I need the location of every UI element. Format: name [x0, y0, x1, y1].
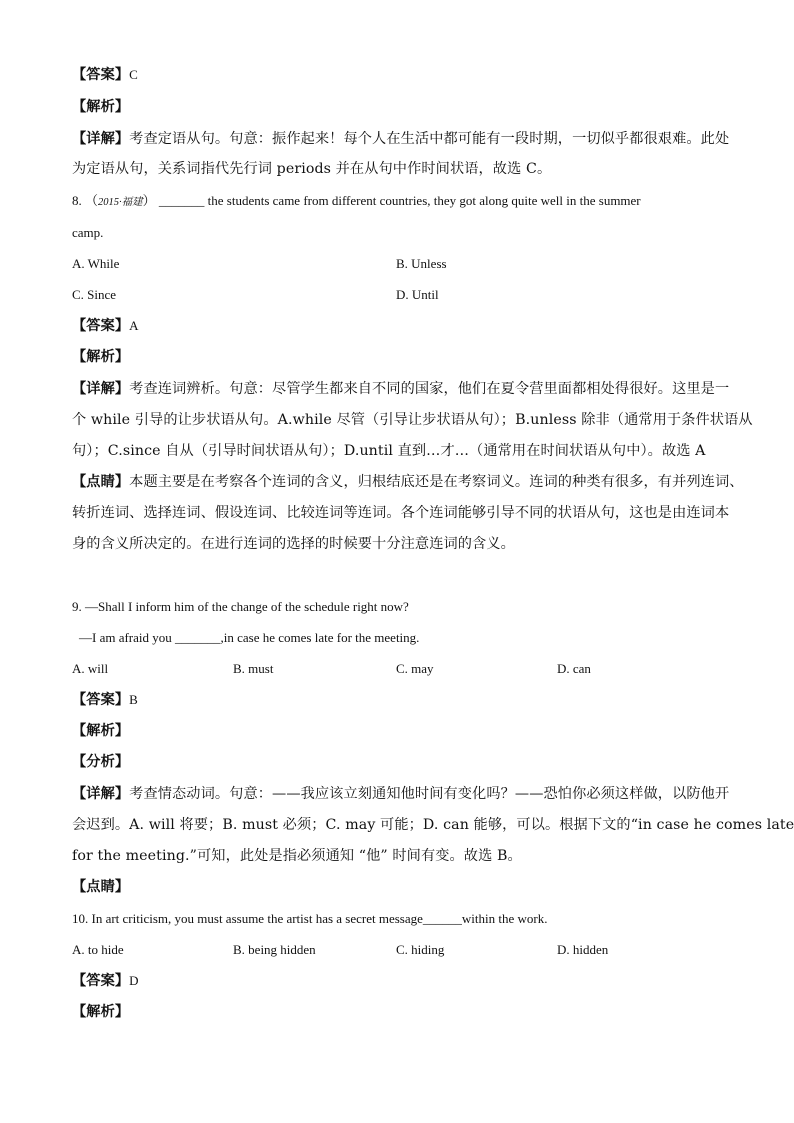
q8-option-b: B. Unless [396, 256, 447, 271]
q10-option-a: A. to hide [72, 942, 124, 957]
q8-stem-line-1 [72, 192, 641, 212]
q8-number: 8. [72, 193, 82, 208]
q8-detail-line-3: 句）；C.since 自从（引导时间状语从句）；D.until 直到…才…（通常用在时间状语从句中）。故选 A [72, 443, 706, 459]
answer-value: C [129, 67, 138, 82]
detail-tag: 【详解】 [72, 381, 130, 397]
q8-point-line-1 [72, 473, 744, 491]
q9-point-tag: 【点睛】 [72, 879, 130, 895]
q7-answer-line [72, 66, 138, 84]
q9-detail-line-2: 会迟到。A. will 将要；B. must 必须；C. may 可能；D. can 能够，可以。根据下文的“in case he comes late [72, 817, 794, 833]
q8-answer-line [72, 317, 139, 335]
q8-source-open: （ [85, 193, 99, 208]
detail-tag: 【详解】 [72, 786, 130, 802]
q10-answer-line [72, 972, 139, 990]
q9-analysis-tag: 【解析】 [72, 723, 130, 739]
point-tag: 【点睛】 [72, 474, 130, 490]
q9-option-a: A. will [72, 661, 109, 676]
q8-source: 2015·福建 [98, 197, 143, 208]
q7-analysis-tag: 【解析】 [72, 99, 130, 115]
q8-detail-line-1 [72, 380, 729, 398]
answer-tag: 【答案】 [72, 318, 130, 334]
q9-stem-line-2: —I am afraid you _______,in case he comes late for the meeting. [79, 630, 420, 645]
q8-option-c: C. Since [72, 287, 117, 302]
q9-fenxi-tag: 【分析】 [72, 754, 130, 770]
q8-stem-text: _______ the students came from different countries, they got along quite well in the summer [158, 193, 641, 208]
q7-detail-line-1 [72, 130, 729, 148]
q10-option-d: D. hidden [557, 942, 609, 957]
q9-stem-line-1: 9. —Shall I inform him of the change of the schedule right now? [72, 599, 409, 614]
answer-tag: 【答案】 [72, 67, 130, 83]
q8-analysis-tag: 【解析】 [72, 349, 130, 365]
detail-text: 考查连词辨析。句意：尽管学生都来自不同的国家，他们在夏令营里面都相处得很好。这里是一 [129, 381, 730, 397]
q8-detail-line-2: 个 while 引导的让步状语从句。A.while 尽管（引导让步状语从句）；B.unless 除非（通常用于条件状语从 [72, 412, 753, 428]
q10-analysis-tag: 【解析】 [72, 1004, 130, 1020]
q9-option-c: C. may [396, 661, 434, 676]
q10-option-b: B. being hidden [233, 942, 316, 957]
q8-source-close: ） [142, 193, 156, 208]
q10-option-c: C. hiding [396, 942, 445, 957]
answer-value: D [129, 973, 139, 988]
detail-tag: 【详解】 [72, 131, 130, 147]
q9-option-b: B. must [233, 661, 274, 676]
q8-point-line-2: 转折连词、选择连词、假设连词、比较连词等连词。各个连词能够引导不同的状语从句，这也是由连词本 [72, 505, 730, 521]
q9-detail-line-3: for the meeting.”可知，此处是指必须通知 “他” 时间有变。故选 B。 [72, 848, 522, 864]
q7-detail-line-2: 为定语从句，关系词指代先行词 periods 并在从句中作时间状语，故选 C。 [72, 161, 552, 177]
answer-value: A [129, 318, 139, 333]
q9-option-d: D. can [557, 661, 591, 676]
detail-text: 考查定语从句。句意：振作起来！每个人在生活中都可能有一段时期，一切似乎都很艰难。此处 [129, 131, 730, 147]
detail-text: 考查情态动词。句意：——我应该立刻通知他时间有变化吗？——恐怕你必须这样做，以防他开 [129, 786, 730, 802]
q8-option-d: D. Until [396, 287, 439, 302]
answer-tag: 【答案】 [72, 973, 130, 989]
q10-stem: 10. In art criticism, you must assume the artist has a secret message______within the work. [72, 911, 548, 926]
q9-answer-line [72, 691, 138, 709]
answer-tag: 【答案】 [72, 692, 130, 708]
q9-detail-line-1 [72, 785, 729, 803]
answer-value: B [129, 692, 138, 707]
q8-point-line-3: 身的含义所决定的。在进行连词的选择的时候要十分注意连词的含义。 [72, 536, 515, 552]
q8-stem-line-2: camp. [72, 225, 104, 240]
q8-option-a: A. While [72, 256, 120, 271]
point-text: 本题主要是在考察各个连词的含义，归根结底还是在考察词义。连词的种类有很多，有并列连词、 [129, 474, 744, 490]
